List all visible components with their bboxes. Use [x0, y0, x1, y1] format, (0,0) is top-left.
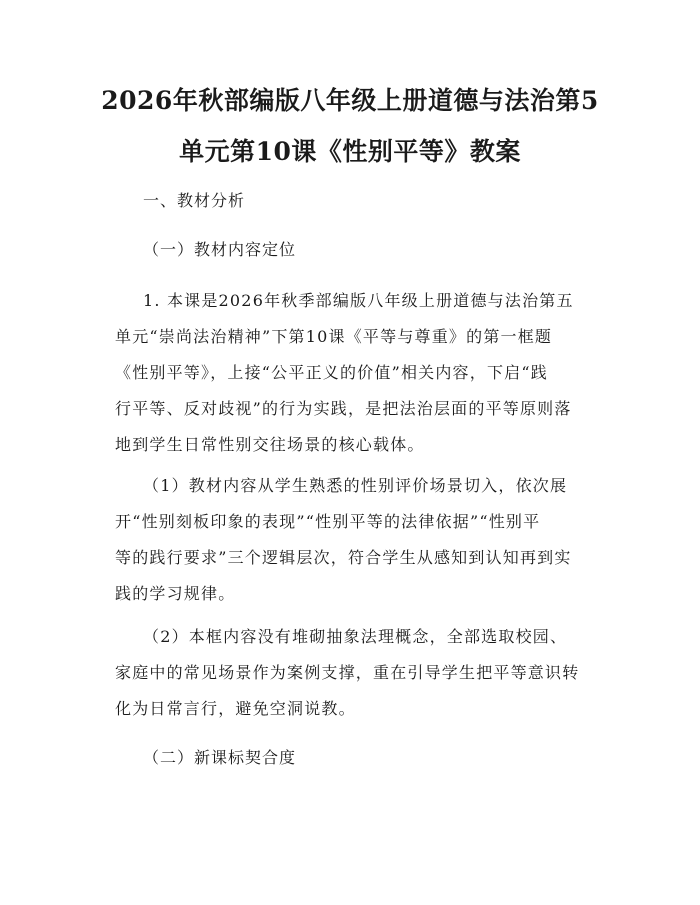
- paragraph-case-approach: [115, 619, 589, 727]
- paragraph-line: 家庭中的常见场景作为案例支撑，重在引导学生把平等意识转: [115, 663, 580, 682]
- paragraph-line: （1）教材内容从学生熟悉的性别评价场景切入，依次展: [143, 476, 568, 495]
- paragraph-line: （2）本框内容没有堆砌抽象法理概念，全部选取校园、: [143, 627, 568, 646]
- document-title-line-2: 单元第10课《性别平等》教案: [179, 137, 521, 166]
- section-heading-textbook-analysis: 一、教材分析: [143, 191, 246, 210]
- paragraph-line: 践的学习规律。: [115, 584, 236, 603]
- paragraph-line: 《性别平等》，上接“公平正义的价值”相关内容，下启“践: [115, 363, 548, 382]
- paragraph-line: 开“性别刻板印象的表现”“性别平等的法律依据”“性别平: [115, 512, 541, 531]
- paragraph-line: 化为日常言行，避免空洞说教。: [115, 699, 356, 718]
- paragraph-line: 单元“崇尚法治精神”下第10课《平等与尊重》的第一框题: [115, 327, 553, 346]
- paragraph-line: 地到学生日常性别交往场景的核心载体。: [115, 435, 425, 454]
- subsection-heading-curriculum-fit: （二）新课标契合度: [143, 748, 297, 767]
- paragraph-line: 1. 本课是2026年秋季部编版八年级上册道德与法治第五: [143, 291, 574, 310]
- document-title-line-1: 2026年秋部编版八年级上册道德与法治第5: [101, 86, 599, 115]
- paragraph-line: 行平等、反对歧视”的行为实践，是把法治层面的平等原则落: [115, 399, 572, 418]
- paragraph-content-structure: [115, 468, 589, 612]
- paragraph-course-overview: [115, 283, 589, 463]
- paragraph-line: 等的践行要求”三个逻辑层次，符合学生从感知到认知再到实: [115, 548, 572, 567]
- subsection-heading-content-positioning: （一）教材内容定位: [143, 240, 297, 259]
